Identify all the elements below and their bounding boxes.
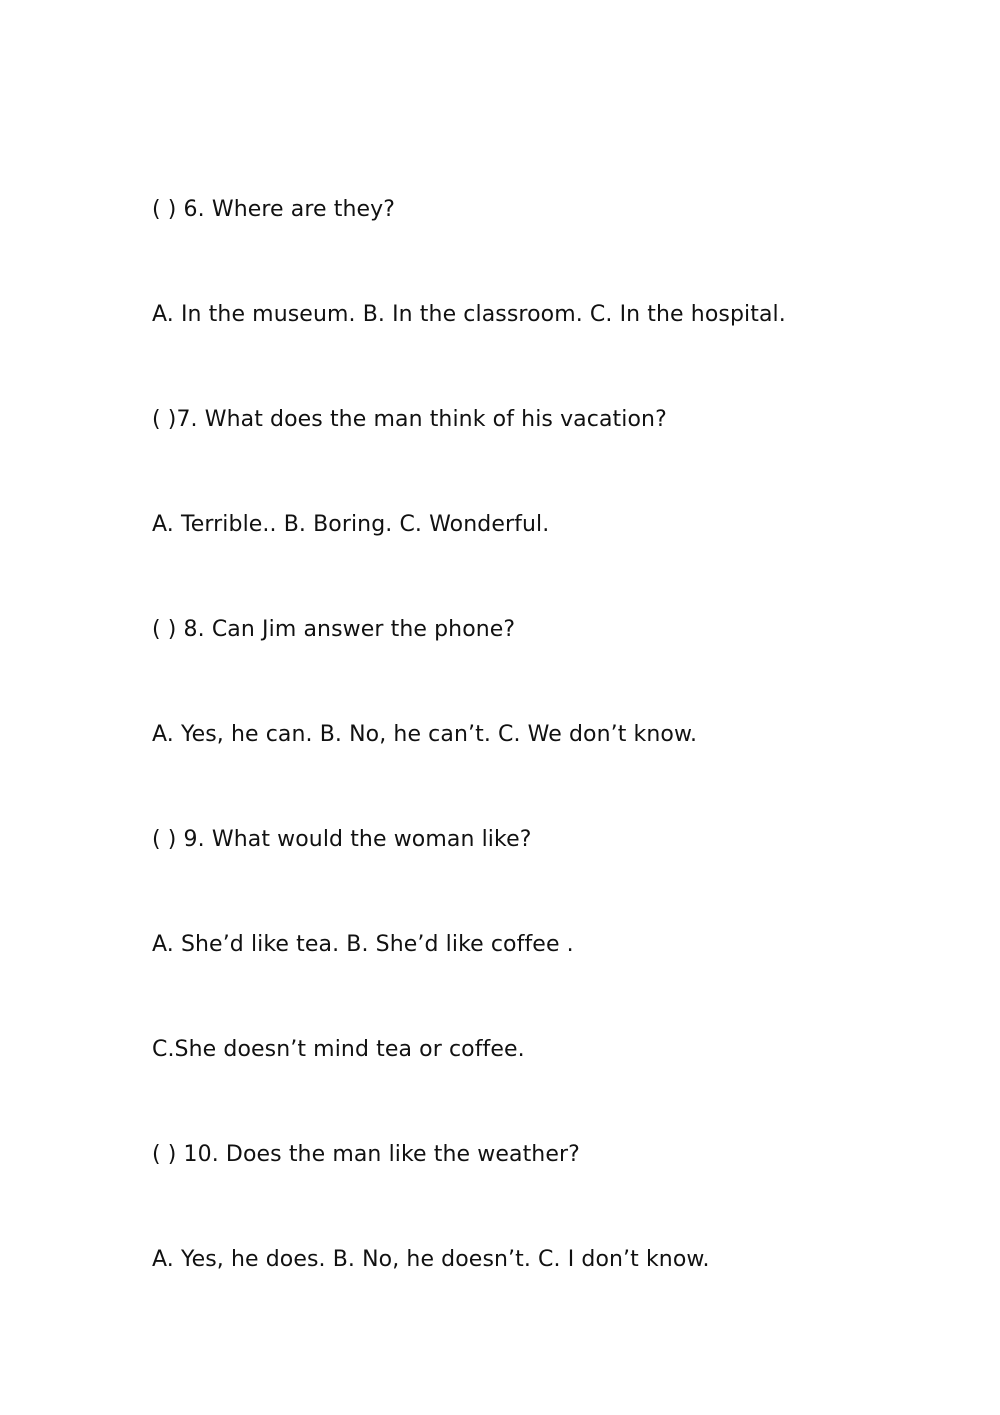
question-8-options: A. Yes, he can. B. No, he can’t. C. We don’t know.	[152, 722, 698, 747]
question-8-prompt: ( ) 8. Can Jim answer the phone?	[152, 617, 516, 642]
question-7-prompt: ( )7. What does the man think of his vacation?	[152, 407, 667, 432]
question-9-prompt: ( ) 9. What would the woman like?	[152, 827, 532, 852]
question-10-prompt: ( ) 10. Does the man like the weather?	[152, 1142, 580, 1167]
question-6-options: A. In the museum. B. In the classroom. C. In the hospital.	[152, 302, 786, 327]
question-7-options: A. Terrible.. B. Boring. C. Wonderful.	[152, 512, 550, 537]
question-6-prompt: ( ) 6. Where are they?	[152, 197, 396, 222]
question-9-options: A. She’d like tea. B. She’d like coffee .	[152, 932, 574, 957]
question-9-options-continued: C.She doesn’t mind tea or coffee.	[152, 1037, 525, 1062]
question-10-options: A. Yes, he does. B. No, he doesn’t. C. I don’t know.	[152, 1247, 710, 1272]
